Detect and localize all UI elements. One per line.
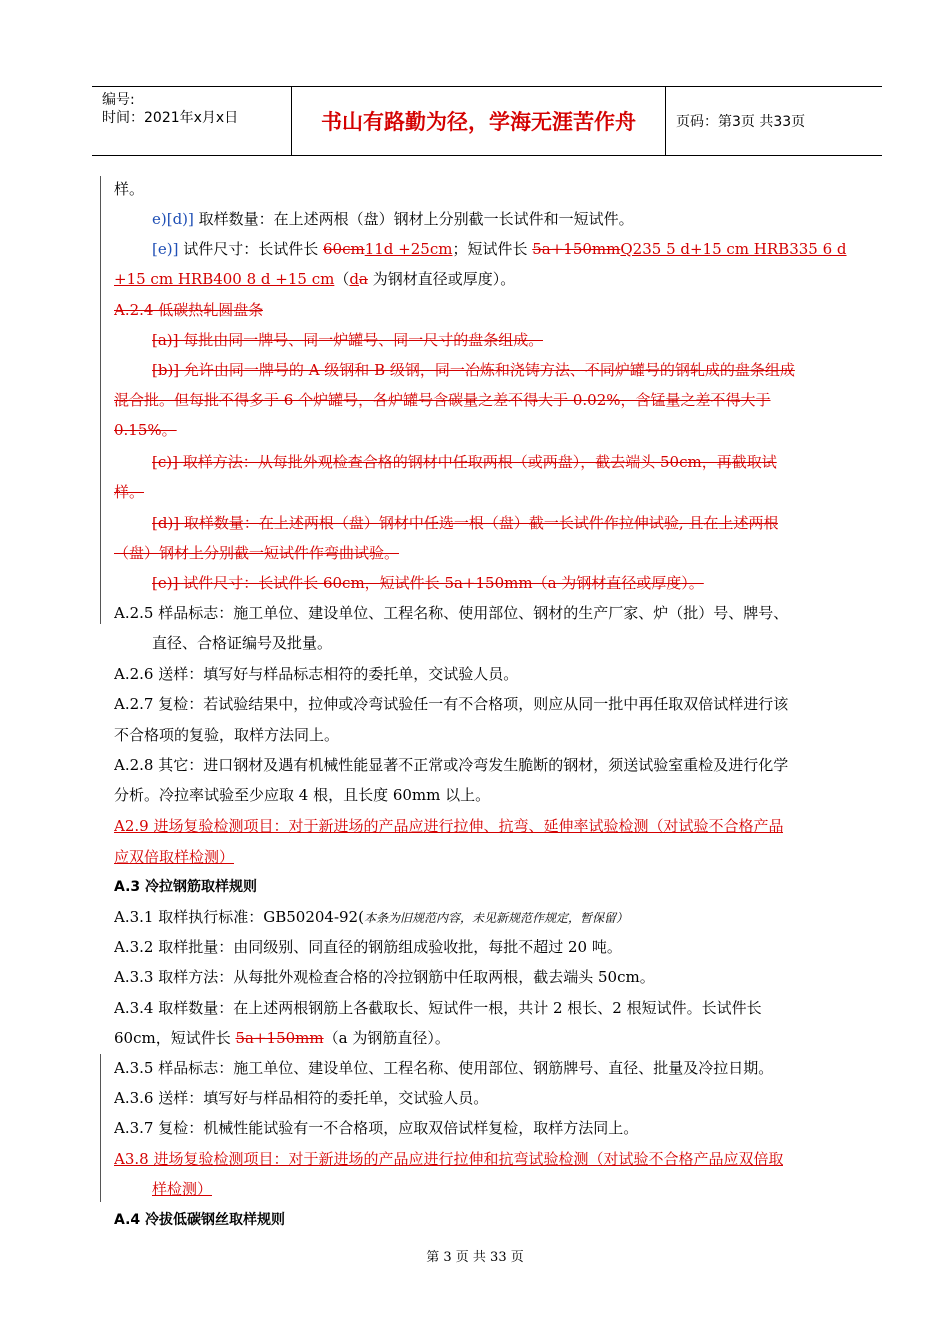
header-info-cell	[92, 87, 292, 155]
paragraph-line: 不合格项的复验，取样方法同上。	[114, 726, 340, 744]
paragraph-line	[114, 902, 628, 933]
paragraph-line: A.2.7 复检：若试验结果中，拉伸或冷弯试验任一有不合格项，则应从同一批中再任取双倍试样进行该	[114, 695, 789, 713]
deleted-line: （盘）钢材上分别截一短试件作弯曲试验。	[114, 544, 400, 562]
paragraph-line	[152, 234, 847, 264]
deleted-text: 5a+150mm	[532, 240, 621, 258]
inserted-line: A2.9 进场复验检测项目：对于新进场的产品应进行拉伸、抗弯、延伸率试验检测（对试验不合格产品	[114, 817, 784, 835]
paragraph-line	[152, 204, 634, 234]
inserted-text: +15 cm HRB400 8 d +15 cm	[114, 270, 335, 288]
text-run: 60cm，短试件长	[114, 1029, 236, 1047]
inserted-text: Q235 5 d+15 cm HRB335 6 d	[620, 240, 847, 258]
deleted-heading: A.2.4 低碳热轧圆盘条	[114, 301, 264, 319]
paragraph-line: A.3.7 复检：机械性能试验有一不合格项，应取双倍试样复检，取样方法同上。	[114, 1119, 639, 1137]
deleted-line: 0.15%。	[114, 421, 177, 439]
deleted-text: a	[358, 270, 368, 288]
text-run: 取样数量：在上述两根（盘）钢材上分别截一长试件和一短试件。	[193, 210, 634, 228]
inserted-line: 样检测）	[152, 1180, 213, 1198]
deleted-line: [d)] 取样数量：在上述两根（盘）钢材中任选一根（盘）截一长试件作拉伸试验, 且在上述两根	[152, 514, 779, 532]
paragraph-line: A.3.3 取样方法：从每批外观检查合格的冷拉钢筋中任取两根，截去端头 50cm。	[114, 968, 655, 986]
text-run: 为钢材直径或厚度）。	[367, 270, 516, 288]
inserted-text: d	[349, 270, 359, 288]
paragraph-line: 直径、合格证编号及批量。	[152, 634, 333, 652]
section-heading: A.3 冷拉钢筋取样规则	[114, 879, 258, 895]
paragraph-line: A.3.2 取样批量：由同级别、同直径的钢筋组成验收批，每批不超过 20 吨。	[114, 938, 622, 956]
inserted-line: 应双倍取样检测）	[114, 848, 235, 866]
paragraph-line: A.3.5 样品标志：施工单位、建设单位、工程名称、使用部位、钢筋牌号、直径、批量及冷拉日期。	[114, 1059, 774, 1077]
text-run: （	[334, 270, 350, 288]
deleted-text: 5a+150mm	[235, 1029, 324, 1047]
paragraph-line: A.2.8 其它：进口钢材及遇有机械性能显著不正常或冷弯发生脆断的钢材，须送试验室重检及进行化学	[114, 756, 789, 774]
doc-time-label: 时间：2021年x月x日	[102, 110, 239, 126]
page-footer: 第 3 页 共 33 页	[426, 1250, 524, 1265]
header-motto: 书山有路勤为径，学海无涯苦作舟	[292, 87, 666, 155]
inserted-line: A3.8 进场复验检测项目：对于新进场的产品应进行拉伸和抗弯试验检测（对试验不合格产品应双倍取	[114, 1150, 784, 1168]
deleted-line: [c)] 取样方法：从每批外观检查合格的钢材中任取两根（或两盘），截去端头 50cm，再截取试	[152, 453, 777, 471]
section-heading: A.4 冷拔低碳钢丝取样规则	[114, 1212, 286, 1228]
paragraph-line	[114, 1023, 450, 1053]
text-run: 试件尺寸：长试件长	[178, 240, 323, 258]
deleted-line: 样。	[114, 483, 145, 501]
deleted-line: 混合批。但每批不得多于 6 个炉罐号，各炉罐号含碳量之差不得大于 0.02%，含锰量之差不得大于	[114, 391, 771, 409]
paragraph-line: 样。	[114, 180, 145, 198]
paragraph-line: A.3.4 取样数量：在上述两根钢筋上各截取长、短试件一根，共计 2 根长、2 根短试件。长试件长	[114, 999, 762, 1017]
deleted-line: [b)] 允许由同一牌号的 A 级钢和 B 级钢，同一冶炼和浇铸方法、不同炉罐号的钢轧成的盘条组成	[152, 361, 795, 379]
change-bar	[100, 176, 101, 624]
handwritten-note: 本条为旧规范内容，未见新规范作规定，暂保留）	[363, 911, 628, 925]
header-table	[92, 86, 882, 156]
deleted-text: 60cm	[322, 240, 365, 258]
inserted-text: 11d +25cm	[364, 240, 453, 258]
paragraph-line: A.2.6 送样：填写好与样品标志相符的委托单，交试验人员。	[114, 665, 519, 683]
text-run: ；短试件长	[452, 240, 533, 258]
deleted-line: [a)] 每批由同一牌号、同一炉罐号、同一尺寸的盘条组成。	[152, 331, 544, 349]
doc-number-label: 编号:	[102, 92, 135, 108]
paragraph-line	[114, 264, 515, 294]
revision-marker: [e)]	[152, 240, 179, 258]
paragraph-line: A.2.5 样品标志：施工单位、建设单位、工程名称、使用部位、钢材的生产厂家、炉（批）号、牌号、	[114, 604, 789, 622]
paragraph-line: A.3.6 送样：填写好与样品相符的委托单，交试验人员。	[114, 1089, 489, 1107]
paragraph-line: 分析。冷拉率试验至少应取 4 根，且长度 60mm 以上。	[114, 786, 491, 804]
deleted-line: [e)] 试件尺寸：长试件长 60cm，短试件长 5a+150mm（a 为钢材直径或厚度）。	[152, 574, 704, 592]
header-page-number: 页码：第3页 共33页	[676, 114, 806, 130]
text-run: （a 为钢筋直径）。	[323, 1029, 450, 1047]
change-bar	[100, 1054, 101, 1202]
text-run: A.3.1 取样执行标准：GB50204-92(	[114, 908, 364, 926]
revision-marker: e)[d)]	[152, 210, 194, 228]
